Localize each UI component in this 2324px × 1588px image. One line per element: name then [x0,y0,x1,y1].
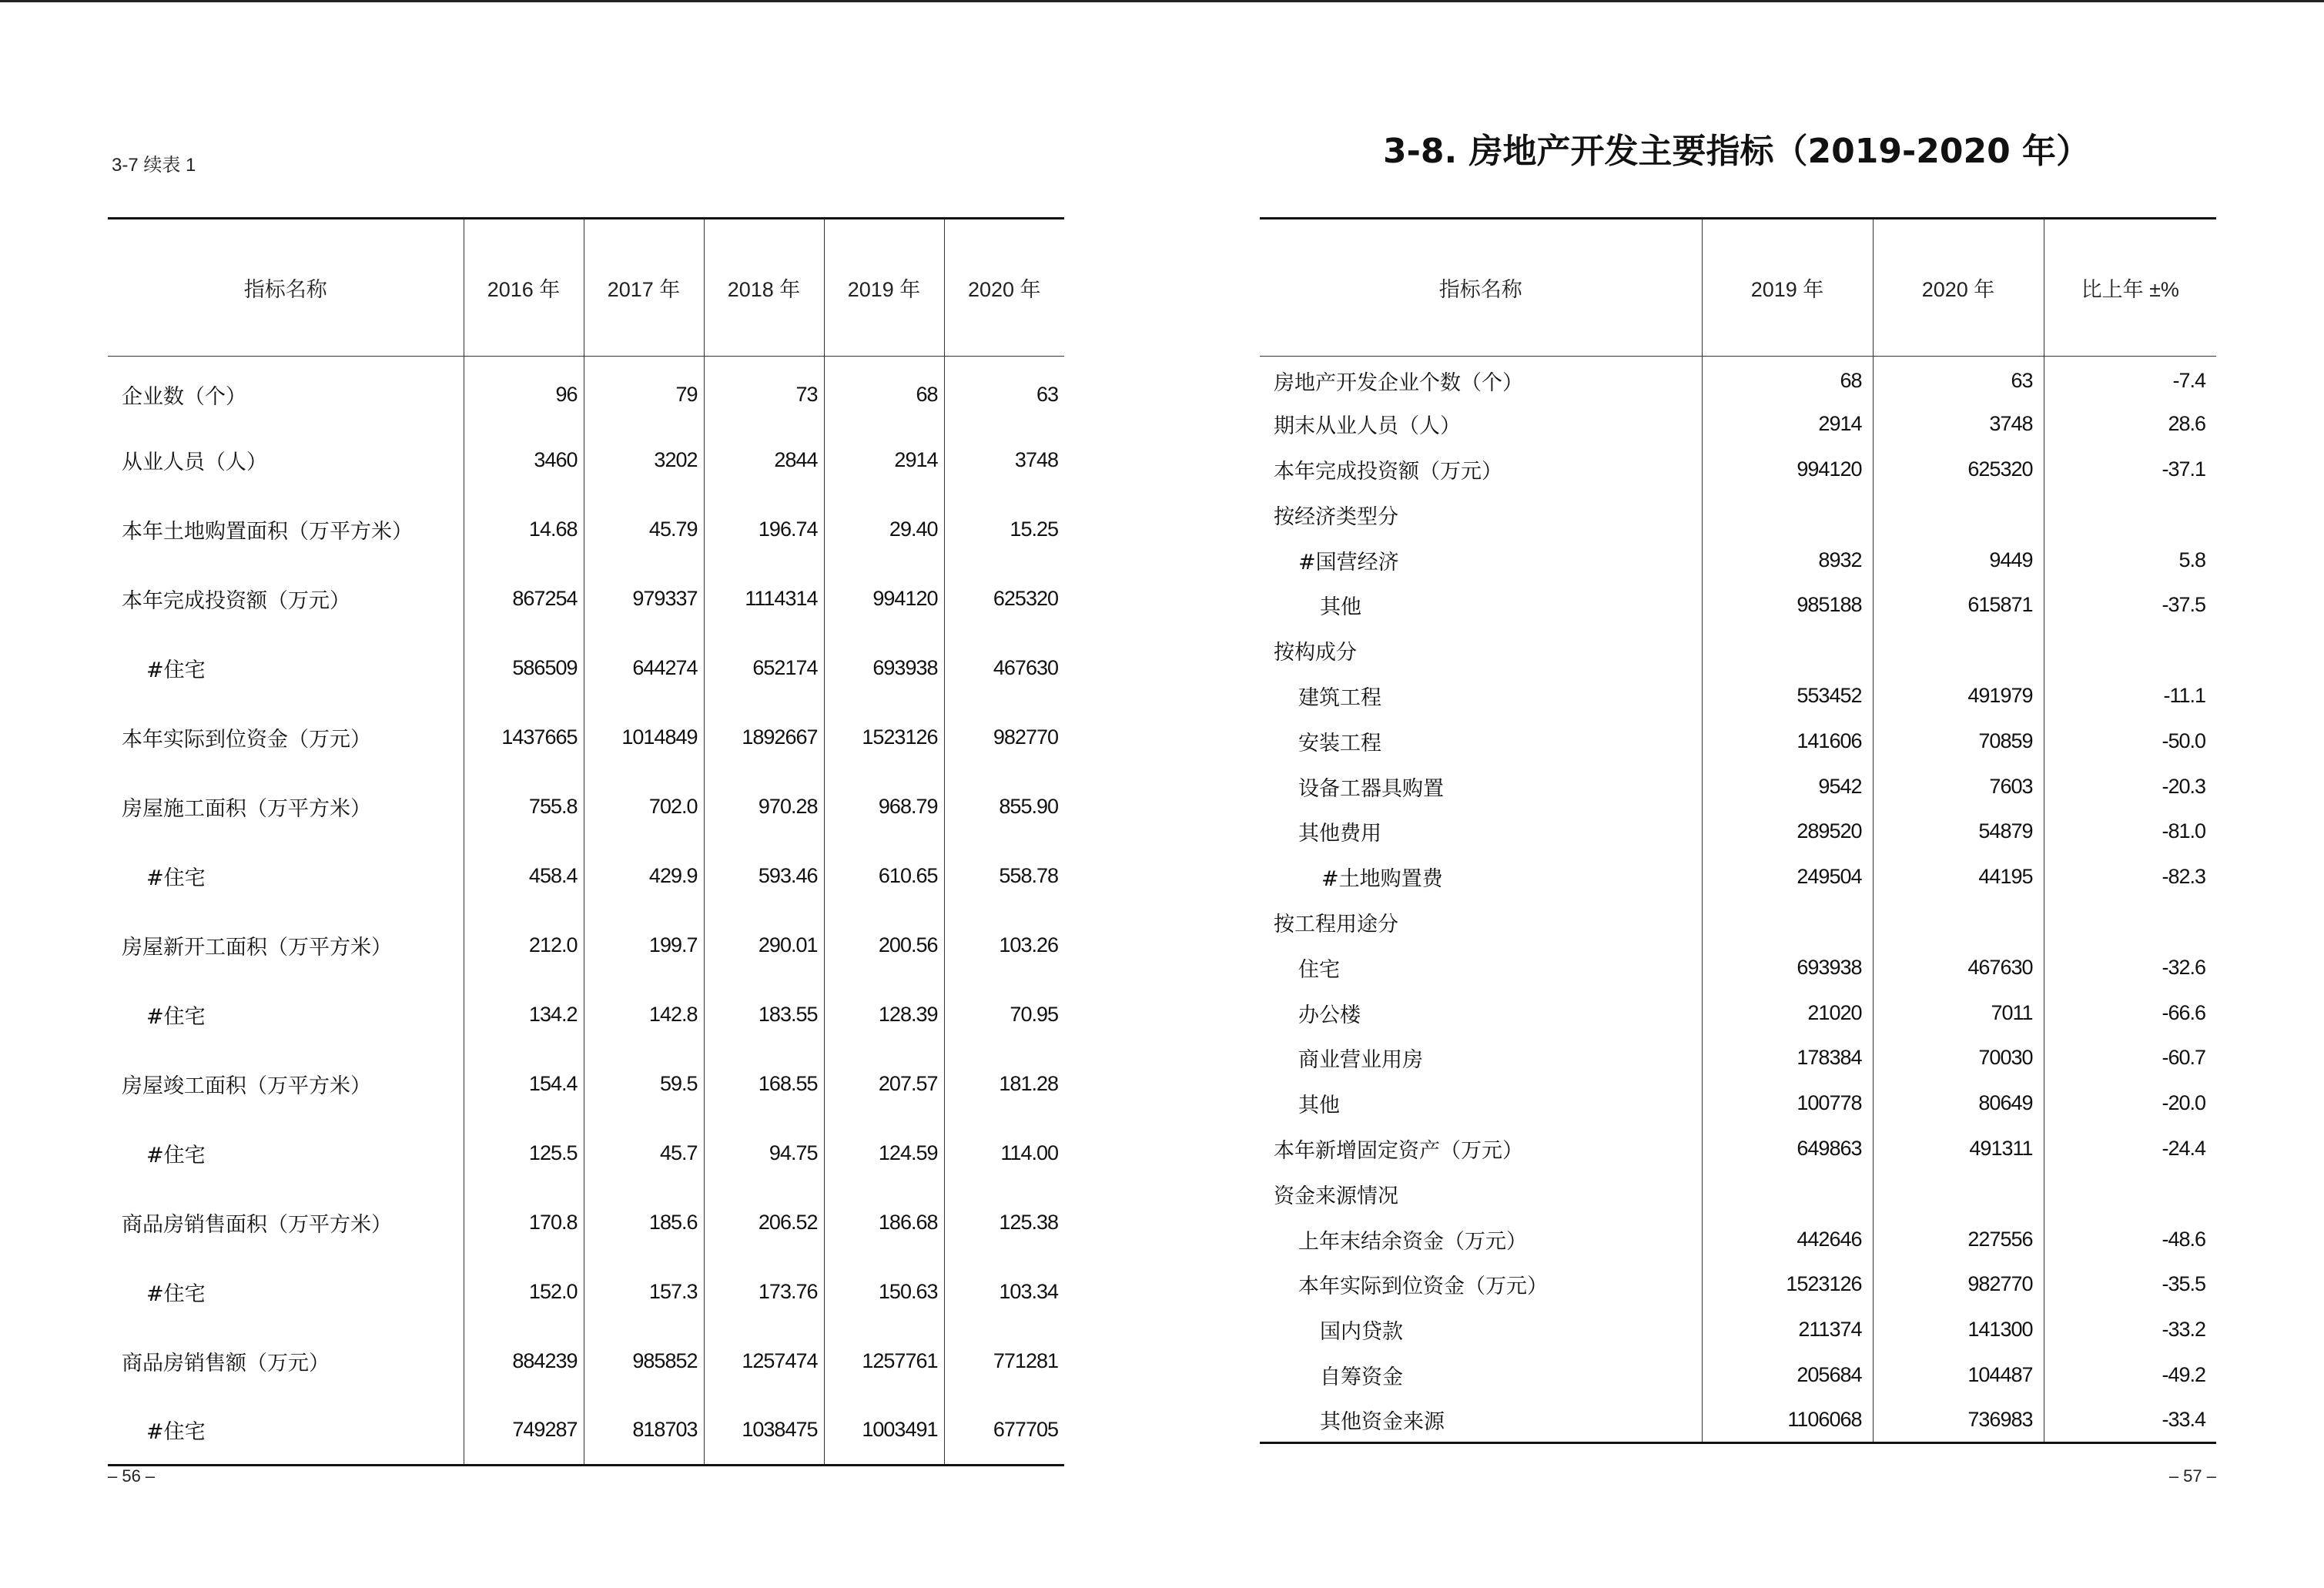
value-cell: 593.46 [704,842,824,911]
value-cell: 644274 [584,634,704,703]
column-header: 2019 年 [1702,219,1873,357]
value-cell: -7.4 [2044,357,2216,402]
value-cell: 63 [1873,357,2044,402]
value-cell: 7011 [1873,990,2044,1036]
table-row [108,911,1064,980]
table-row [1260,1352,2216,1398]
value-cell: 970.28 [704,772,824,842]
value-cell: 771281 [944,1327,1064,1396]
value-cell: 45.79 [584,495,704,565]
value-cell: 186.68 [824,1188,944,1258]
value-cell: 29.40 [824,495,944,565]
row-label: 自筹资金 [1320,1365,1403,1389]
table-row [1260,1126,2216,1171]
row-label: 房屋竣工面积（万平方米） [122,1074,371,1098]
row-label: 其他 [1298,1094,1340,1118]
value-cell: 249504 [1702,854,1873,900]
row-label: 住宅 [1298,957,1340,982]
value-cell: 979337 [584,565,704,634]
value-cell: 610.65 [824,842,944,911]
table-row [108,634,1064,703]
value-cell: -33.2 [2044,1307,2216,1352]
value-cell: -60.7 [2044,1035,2216,1080]
value-cell: 206.52 [704,1188,824,1258]
value-cell: 1523126 [1702,1261,1873,1307]
value-cell: 183.55 [704,980,824,1050]
value-cell: 491979 [1873,673,2044,719]
value-cell: 2844 [704,426,824,495]
table-row [1260,401,2216,447]
value-cell: 818703 [584,1396,704,1466]
value-cell: 985852 [584,1327,704,1396]
value-cell: 170.8 [464,1188,584,1258]
column-header: 2019 年 [824,219,944,357]
value-cell: 96 [464,357,584,426]
value-cell: 625320 [944,565,1064,634]
value-cell: 200.56 [824,911,944,980]
value-cell: 677705 [944,1396,1064,1466]
column-header: 比上年 ±% [2044,219,2216,357]
value-cell: 855.90 [944,772,1064,842]
table-row [1260,764,2216,809]
table-row [1260,628,2216,673]
value-cell: 68 [1702,357,1873,402]
page-number: – 56 – [108,1466,156,1486]
table-row [1260,809,2216,854]
value-cell: 15.25 [944,495,1064,565]
value-cell: 649863 [1702,1126,1873,1171]
value-cell: 7603 [1873,764,2044,809]
value-cell: 9449 [1873,538,2044,583]
table-row [108,1327,1064,1396]
value-cell: 3748 [1873,401,2044,447]
table-row [108,1188,1064,1258]
value-cell [2044,492,2216,538]
continuation-label: 3-7 续表 1 [112,155,196,176]
value-cell: 114.00 [944,1119,1064,1188]
value-cell [2044,900,2216,945]
row-label: 按经济类型分 [1274,504,1398,529]
value-cell: 1114314 [704,565,824,634]
value-cell [1702,1171,1873,1217]
value-cell: 211374 [1702,1307,1873,1352]
value-cell: 70.95 [944,980,1064,1050]
value-cell: 9542 [1702,764,1873,809]
value-cell: 68 [824,357,944,426]
value-cell: 982770 [944,703,1064,772]
page-title: 3-8. 房地产开发主要指标（2019-2020 年） [1382,132,2091,171]
value-cell: 178384 [1702,1035,1873,1080]
value-cell: -20.0 [2044,1080,2216,1126]
value-cell: 196.74 [704,495,824,565]
column-header: 指标名称 [1260,219,1702,357]
value-cell: 1106068 [1702,1398,1873,1443]
row-label: 房地产开发企业个数（个） [1274,370,1523,395]
value-cell: 79 [584,357,704,426]
row-label: 企业数（个） [122,385,246,410]
row-label: #住宅 [146,1282,206,1306]
value-cell: 994120 [1702,447,1873,492]
value-cell: 54879 [1873,809,2044,854]
row-label: 商业营业用房 [1298,1048,1423,1073]
value-cell: 2914 [1702,401,1873,447]
value-cell: 128.39 [824,980,944,1050]
value-cell: 289520 [1702,809,1873,854]
value-cell: -35.5 [2044,1261,2216,1307]
row-label: 本年完成投资额（万元） [1274,459,1502,484]
value-cell: 652174 [704,634,824,703]
row-label: #国营经济 [1298,550,1399,575]
table-row [108,703,1064,772]
value-cell: 458.4 [464,842,584,911]
value-cell: -20.3 [2044,764,2216,809]
value-cell: 28.6 [2044,401,2216,447]
table-row [108,1396,1064,1466]
row-label: 其他资金来源 [1320,1409,1445,1434]
row-label: 本年新增固定资产（万元） [1274,1138,1523,1163]
row-label: 商品房销售面积（万平方米） [122,1213,392,1237]
table-header-row [108,219,1064,357]
value-cell: 141606 [1702,719,1873,764]
row-label: #土地购置费 [1321,867,1443,892]
row-label: 上年末结余资金（万元） [1298,1229,1527,1254]
row-label: 国内贷款 [1320,1320,1403,1345]
value-cell: 442646 [1702,1217,1873,1262]
value-cell: 2914 [824,426,944,495]
value-cell: 8932 [1702,538,1873,583]
table-row [108,565,1064,634]
value-cell [2044,628,2216,673]
value-cell: 181.28 [944,1050,1064,1119]
value-cell: 154.4 [464,1050,584,1119]
table-row [108,980,1064,1050]
row-label: 本年土地购置面积（万平方米） [122,520,413,544]
value-cell: 63 [944,357,1064,426]
table-row [1260,492,2216,538]
value-cell: 1038475 [704,1396,824,1466]
value-cell: 1014849 [584,703,704,772]
row-label: 商品房销售额（万元） [122,1352,330,1375]
value-cell: -11.1 [2044,673,2216,719]
value-cell: 168.55 [704,1050,824,1119]
value-cell: 157.3 [584,1258,704,1327]
value-cell [1873,1171,2044,1217]
table-row [1260,673,2216,719]
value-cell: 125.5 [464,1119,584,1188]
value-cell: 104487 [1873,1352,2044,1398]
row-label: #住宅 [146,1144,206,1168]
value-cell [1873,628,2044,673]
value-cell: 199.7 [584,911,704,980]
value-cell: 150.63 [824,1258,944,1327]
value-cell [1702,492,1873,538]
value-cell: 968.79 [824,772,944,842]
value-cell: 45.7 [584,1119,704,1188]
table-row [1260,1307,2216,1352]
column-header: 2020 年 [944,219,1064,357]
table-header-row [1260,219,2216,357]
value-cell: -81.0 [2044,809,2216,854]
value-cell: 100778 [1702,1080,1873,1126]
table-row [108,1119,1064,1188]
value-cell [1702,628,1873,673]
value-cell: 207.57 [824,1050,944,1119]
value-cell: 59.5 [584,1050,704,1119]
value-cell: 558.78 [944,842,1064,911]
value-cell: 3202 [584,426,704,495]
value-cell: 103.34 [944,1258,1064,1327]
table-row [108,1050,1064,1119]
value-cell: 867254 [464,565,584,634]
value-cell: -37.1 [2044,447,2216,492]
value-cell: 152.0 [464,1258,584,1327]
value-cell: 80649 [1873,1080,2044,1126]
table-row [1260,1035,2216,1080]
row-label: 其他费用 [1298,822,1381,846]
value-cell: 227556 [1873,1217,2044,1262]
value-cell: 1257474 [704,1327,824,1396]
row-label: 房屋施工面积（万平方米） [122,797,371,821]
value-cell: 1257761 [824,1327,944,1396]
table-row [1260,447,2216,492]
page-number: – 57 – [2168,1466,2216,1486]
table-row [1260,854,2216,900]
value-cell: 985188 [1702,582,1873,628]
value-cell: 141300 [1873,1307,2044,1352]
right-stats-table [1260,217,2216,1444]
row-label: 设备工器具购置 [1298,776,1444,801]
value-cell: 491311 [1873,1126,2044,1171]
value-cell: 615871 [1873,582,2044,628]
column-header: 2018 年 [704,219,824,357]
column-header: 指标名称 [108,219,464,357]
value-cell: 625320 [1873,447,2044,492]
value-cell: 3460 [464,426,584,495]
row-label: 资金来源情况 [1274,1184,1398,1208]
value-cell: -33.4 [2044,1398,2216,1443]
table-row [108,772,1064,842]
table-row [1260,357,2216,402]
value-cell: 173.76 [704,1258,824,1327]
value-cell: 1437665 [464,703,584,772]
table-row [108,426,1064,495]
value-cell: 142.8 [584,980,704,1050]
value-cell: 290.01 [704,911,824,980]
value-cell: 44195 [1873,854,2044,900]
value-cell: 749287 [464,1396,584,1466]
value-cell: 3748 [944,426,1064,495]
table-row [108,842,1064,911]
value-cell [1702,900,1873,945]
value-cell: 736983 [1873,1398,2044,1443]
value-cell: 553452 [1702,673,1873,719]
row-label: #住宅 [146,1420,206,1445]
value-cell: 994120 [824,565,944,634]
value-cell: 755.8 [464,772,584,842]
left-stats-table [108,217,1064,1466]
value-cell: -66.6 [2044,990,2216,1036]
value-cell: 134.2 [464,980,584,1050]
value-cell: -82.3 [2044,854,2216,900]
row-label: #住宅 [146,866,206,890]
value-cell: 14.68 [464,495,584,565]
table-row [108,495,1064,565]
value-cell [1873,492,2044,538]
value-cell: 103.26 [944,911,1064,980]
value-cell: 693938 [824,634,944,703]
row-label: 按构成分 [1274,641,1357,665]
value-cell: 1892667 [704,703,824,772]
table-row [1260,582,2216,628]
table-row [108,1258,1064,1327]
value-cell: 1003491 [824,1396,944,1466]
row-label: 办公楼 [1298,1003,1361,1027]
table-row [1260,1080,2216,1126]
value-cell: -37.5 [2044,582,2216,628]
row-label: #住宅 [146,1005,206,1029]
row-label: 建筑工程 [1298,685,1381,710]
row-label: 本年完成投资额（万元） [122,589,350,613]
column-header: 2017 年 [584,219,704,357]
table-row [1260,538,2216,583]
value-cell: 982770 [1873,1261,2044,1307]
value-cell: 884239 [464,1327,584,1396]
value-cell: 467630 [944,634,1064,703]
table-row [1260,900,2216,945]
table-row [1260,719,2216,764]
value-cell: 124.59 [824,1119,944,1188]
row-label: 从业人员（人） [122,451,267,474]
value-cell [1873,900,2044,945]
row-label: 按工程用途分 [1274,912,1398,936]
value-cell: -48.6 [2044,1217,2216,1262]
row-label: 本年实际到位资金（万元） [122,728,371,752]
value-cell: 693938 [1702,945,1873,990]
value-cell [2044,1171,2216,1217]
row-label: 本年实际到位资金（万元） [1298,1275,1548,1299]
column-header: 2020 年 [1873,219,2044,357]
value-cell: 1523126 [824,703,944,772]
value-cell: -49.2 [2044,1352,2216,1398]
left-table-body [108,357,1064,1466]
value-cell: 205684 [1702,1352,1873,1398]
value-cell: 702.0 [584,772,704,842]
row-label: 房屋新开工面积（万平方米） [122,936,392,960]
row-label: 期末从业人员（人） [1274,414,1461,439]
row-label: #住宅 [146,658,206,682]
value-cell: 467630 [1873,945,2044,990]
right-table-body [1260,357,2216,1443]
table-row [1260,1171,2216,1217]
column-header: 2016 年 [464,219,584,357]
value-cell: 73 [704,357,824,426]
value-cell: -32.6 [2044,945,2216,990]
value-cell: 21020 [1702,990,1873,1036]
value-cell: 70030 [1873,1035,2044,1080]
value-cell: 5.8 [2044,538,2216,583]
value-cell: 94.75 [704,1119,824,1188]
table-row [1260,1217,2216,1262]
value-cell: -50.0 [2044,719,2216,764]
value-cell: 70859 [1873,719,2044,764]
table-row [108,357,1064,426]
table-row [1260,990,2216,1036]
value-cell: 185.6 [584,1188,704,1258]
value-cell: 429.9 [584,842,704,911]
table-row [1260,945,2216,990]
value-cell: 212.0 [464,911,584,980]
table-row [1260,1261,2216,1307]
row-label: 其他 [1320,595,1361,620]
value-cell: 125.38 [944,1188,1064,1258]
table-row [1260,1398,2216,1443]
value-cell: 586509 [464,634,584,703]
value-cell: -24.4 [2044,1126,2216,1171]
top-border [0,0,2324,2]
row-label: 安装工程 [1298,731,1381,755]
